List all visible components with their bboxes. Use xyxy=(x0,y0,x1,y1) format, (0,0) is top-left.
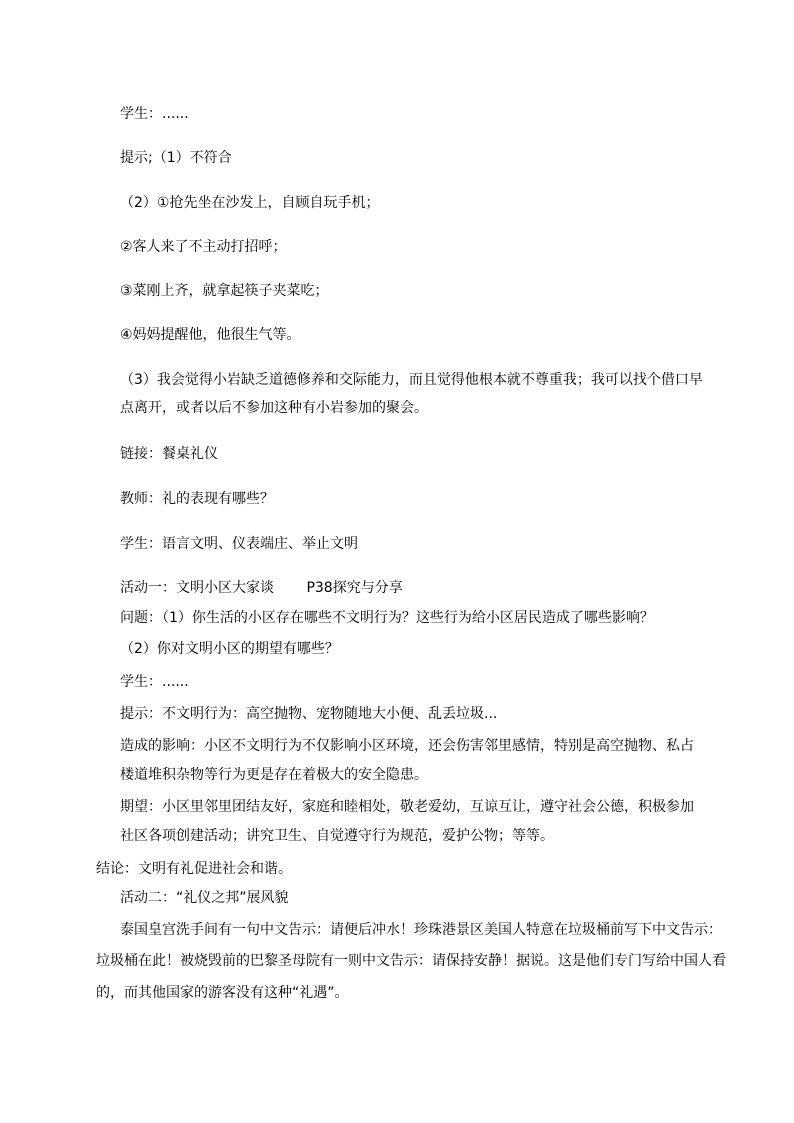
teacher-question-line: 教师：礼的表现有哪些？ xyxy=(120,491,274,507)
expectation-line: 期望：小区里邻里团结友好，家庭和睦相处，敬老爱幼，互谅互让，遵守社会公德，积极参加 xyxy=(120,799,694,815)
hint-item-line: ②客人来了不主动打招呼； xyxy=(120,239,287,255)
student-answer-line: 学生：...... xyxy=(120,674,189,690)
hint-item-line: ③菜刚上齐，就拿起筷子夹菜吃； xyxy=(120,283,329,299)
student-answer-line: 学生：...... xyxy=(120,106,189,122)
expectation-continuation: 社区各项创建活动；讲究卫生、自觉遵守行为规范，爱护公物；等等。 xyxy=(120,828,554,844)
hint-line: 提示：不文明行为：高空抛物、宠物随地大小便、乱丢垃圾... xyxy=(120,706,498,722)
paragraph-line: 的，而其他国家的游客没有这种“礼遇”。 xyxy=(96,985,349,1001)
hint-item-line: （2）①抢先坐在沙发上，自顾自玩手机； xyxy=(120,195,380,211)
impact-line: 造成的影响：小区不文明行为不仅影响小区环境，还会伤害邻里感情，特别是高空抛物、私占 xyxy=(120,738,694,754)
paragraph-line: 泰国皇宫洗手间有一句中文告示：请便后冲水！珍珠港景区美国人特意在垃圾桶前写下中文告示： xyxy=(120,922,722,938)
question-line: 问题：（1）你生活的小区存在哪些不文明行为？这些行为给小区居民造成了哪些影响？ xyxy=(120,610,654,626)
hint-line: 提示;（1）不符合 xyxy=(120,150,232,166)
student-answer-line: 学生：语言文明、仪表端庄、举止文明 xyxy=(120,536,358,552)
activity-two-heading: 活动二：“礼仪之邦”展风貌 xyxy=(120,890,289,906)
question-line: （2）你对文明小区的期望有哪些？ xyxy=(120,641,339,657)
impact-continuation: 楼道堆积杂物等行为更是存在着极大的安全隐患。 xyxy=(120,767,428,783)
conclusion-line: 结论：文明有礼促进社会和谐。 xyxy=(96,861,292,877)
hint-item-continuation: 点离开，或者以后不参加这种有小岩参加的聚会。 xyxy=(120,400,428,416)
paragraph-line: 垃圾桶在此！被烧毁前的巴黎圣母院有一则中文告示：请保持安静！据说。这是他们专门写给中国人看 xyxy=(96,953,726,969)
link-line: 链接：餐桌礼仪 xyxy=(120,446,218,462)
hint-item-line: ④妈妈提醒他，他很生气等。 xyxy=(120,327,301,343)
hint-item-line: （3）我会觉得小岩缺乏道德修养和交际能力，而且觉得他根本就不尊重我；我可以找个借口早 xyxy=(120,372,703,388)
activity-one-heading: 活动一：文明小区大家谈 P38探究与分享 xyxy=(120,580,403,596)
